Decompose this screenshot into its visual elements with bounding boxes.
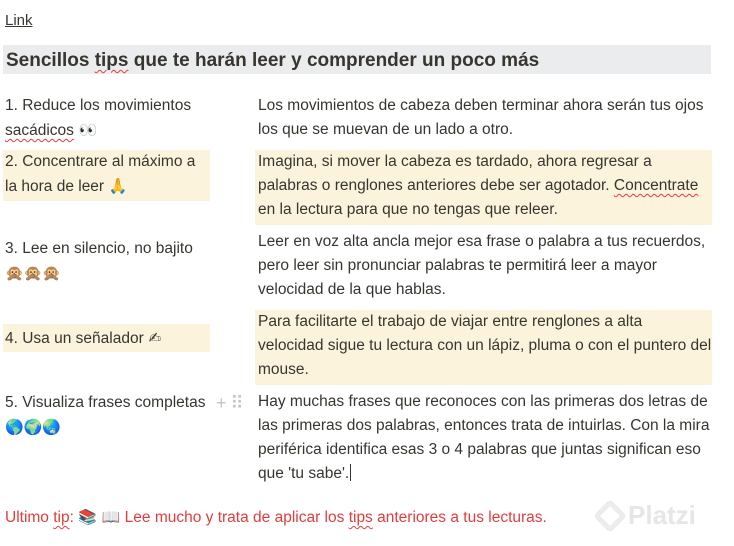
table-cell-left[interactable] — [3, 390, 210, 440]
platzi-logo-icon — [593, 499, 627, 533]
cell-text: Leer en voz alta ancla mejor esa frase o palabra a tus recuerdos, pero leer sin pronunciar palabras te permitirá leer a mayor velocidad de la que hablas. — [258, 233, 706, 298]
tip-text: Lee mucho y trata de aplicar los — [120, 509, 349, 526]
table-cell-left[interactable] — [3, 237, 210, 287]
monkey-emoji-icon: 🙊🙊🙊 — [5, 264, 62, 282]
misspelled-word: Concentrate — [613, 177, 699, 194]
final-tip[interactable] — [5, 508, 547, 527]
writing-hand-emoji-icon: ✍ — [143, 329, 162, 347]
cell-text: 1. Reduce los movimientos — [5, 97, 192, 114]
misspelled-word: sacádicos — [5, 122, 74, 139]
table-cell-right[interactable] — [255, 150, 712, 225]
text-cursor — [350, 464, 351, 481]
table-cell-right[interactable] — [255, 310, 712, 385]
books-emoji-icon: 📚 📖 — [78, 508, 121, 526]
eyes-emoji-icon: 👀 — [73, 121, 98, 139]
table-cell-right[interactable] — [255, 390, 712, 490]
page-heading — [3, 45, 711, 74]
cell-text: en la lectura para que no tengas que releer. — [258, 201, 558, 218]
table-cell-right[interactable] — [255, 94, 712, 144]
misspelled-word: tips — [348, 509, 373, 526]
drag-handle-icon[interactable]: ⠿ — [230, 393, 248, 413]
heading-text-2: que te harán leer y comprender un poco más — [128, 50, 540, 71]
cell-text: Imagina, si mover la cabeza es tardado, ahora regresar a palabras o renglones anteriores debe ser agotador. — [258, 153, 652, 194]
globe-emoji-icon: 🌎🌍🌏 — [5, 418, 62, 436]
table-cell-right[interactable] — [255, 230, 712, 305]
watermark-text: Platzi — [628, 500, 696, 530]
cell-text: 4. Usa un señalador — [5, 330, 144, 347]
tip-text: Ultimo — [5, 509, 54, 526]
table-cell-left[interactable] — [3, 150, 210, 201]
cell-text: Los movimientos de cabeza deben terminar ahora serán tus ojos los que se muevan de un lado a otro. — [258, 97, 704, 138]
row-controls — [216, 393, 248, 414]
cell-text: Para facilitarte el trabajo de viajar entre renglones a alta velocidad sigue tu lectura con un lápiz, pluma o con el puntero del mouse. — [258, 313, 712, 378]
cell-text: 5. Visualiza frases completas — [5, 394, 206, 411]
misspelled-word: tip — [53, 509, 70, 526]
praying-hands-emoji-icon: 🙏 — [104, 177, 128, 195]
table-cell-left[interactable] — [3, 324, 210, 352]
cell-text: 3. Lee en silencio, no bajito — [5, 240, 193, 257]
platzi-watermark — [598, 500, 696, 531]
cell-text: Hay muchas frases que reconoces con las primeras dos letras de las primeras dos palabras, entonces trata de intuirlas. Con la mira periférica identifica esas 3 o 4 palabras que juntas significan eso que 'tu sabe'. — [258, 393, 710, 482]
heading-misspelled-word: tips — [94, 50, 129, 71]
table-cell-left[interactable] — [3, 94, 210, 144]
heading-text-1: Sencillos — [6, 50, 95, 71]
link[interactable]: Link — [5, 12, 33, 29]
tip-text: anteriores a tus lecturas. — [372, 509, 547, 526]
cell-text: 2. Concentrare al máximo a la hora de leer — [5, 153, 196, 195]
add-row-icon[interactable]: + — [216, 393, 231, 413]
tip-text: : — [69, 509, 79, 526]
